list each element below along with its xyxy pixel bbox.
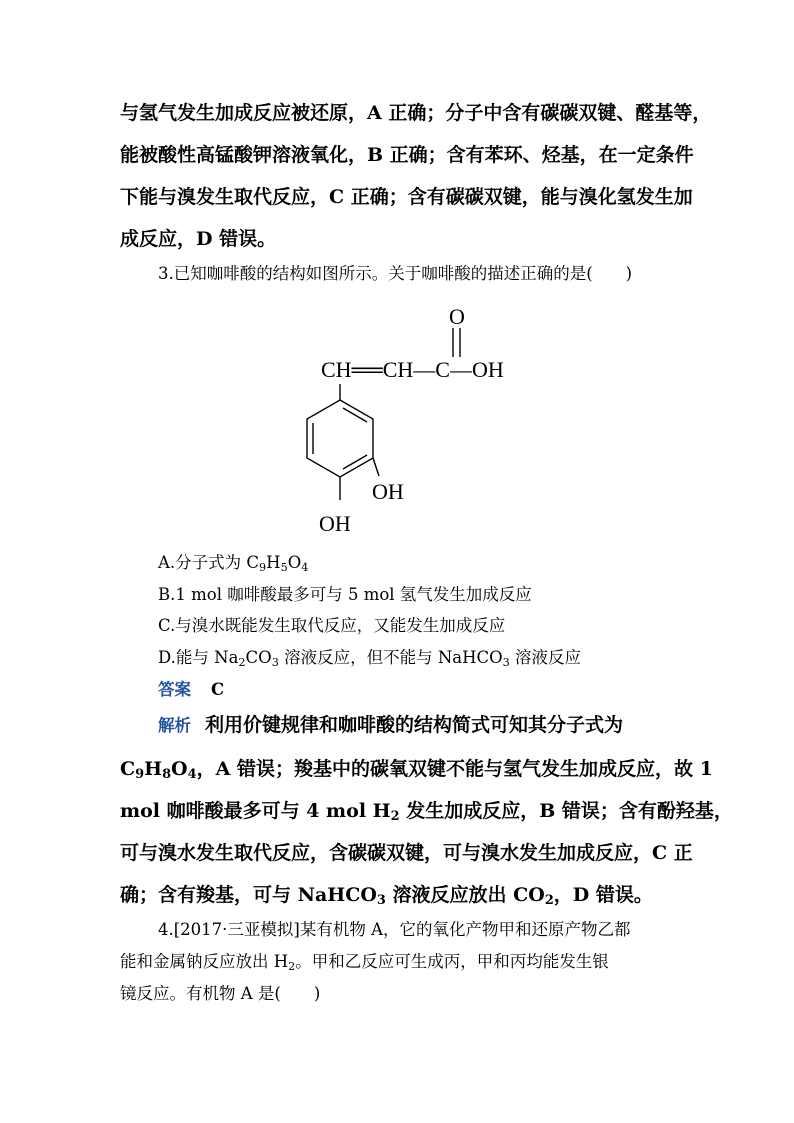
hydroxyl-para: OH — [319, 511, 351, 536]
side-chain: CH══CH—C—OH — [321, 357, 504, 382]
answer-label: 答案 — [158, 680, 191, 699]
option-b: B.1 mol 咖啡酸最多可与 5 mol 氢气发生加成反应 — [158, 585, 532, 604]
carbonyl-oxygen: O — [449, 304, 465, 329]
question-4-line-1: 4.[2017·三亚模拟]某有机物 A，它的氧化产物甲和还原产物乙都 — [158, 920, 631, 939]
caffeic-acid-structure — [0, 296, 794, 556]
analysis-line-5: 确；含有羧基，可与 NaHCO$_3$ 溶液反应放出 $CO_2$，D 错误。 — [120, 884, 653, 909]
answer-value: C — [211, 680, 225, 699]
prev-explanation-line-3: 下能与溴发生取代反应，C 正确；含有碳碳双键，能与溴化氢发生加 — [120, 186, 693, 208]
option-d: D.能与 $Na_2CO_3$ 溶液反应，但不能与 NaHCO$_3$ 溶液反应 — [158, 648, 582, 669]
analysis-line-1: 解析 利用价键规律和咖啡酸的结构简式可知其分子式为 — [158, 714, 624, 736]
prev-explanation-line-4: 成反应，D 错误。 — [120, 228, 277, 250]
analysis-label: 解析 — [158, 716, 191, 735]
option-a: A.分子式为 $C_9H_5O_4$ — [158, 553, 309, 574]
hydroxyl-meta: OH — [372, 479, 404, 504]
question-4-line-3: 镜反应。有机物 A 是( ) — [120, 984, 321, 1003]
question-3-stem: 3.已知咖啡酸的结构如图所示。关于咖啡酸的描述正确的是( ) — [158, 264, 633, 283]
prev-explanation-line-2: 能被酸性高锰酸钾溶液氧化，B 正确；含有苯环、烃基，在一定条件 — [120, 144, 694, 166]
analysis-line-4: 可与溴水发生取代反应，含碳碳双键，可与溴水发生加成反应，C 正 — [120, 842, 693, 864]
prev-explanation-line-1: 与氢气发生加成反应被还原，A 正确；分子中含有碳碳双键、醛基等， — [120, 102, 712, 124]
analysis-line-3: mol 咖啡酸最多可与 4 mol $H_2$ 发生加成反应，B 错误；含有酚羟基， — [120, 800, 733, 825]
answer-line — [158, 682, 224, 699]
option-c: C.与溴水既能发生取代反应，又能发生加成反应 — [158, 616, 506, 635]
analysis-line-2: $C_9H_8O_4$，A 错误；羧基中的碳氧双键不能与氢气发生加成反应，故 1 — [120, 758, 713, 783]
question-4-line-2: 能和金属钠反应放出 $H_2$。甲和乙反应可生成丙，甲和丙均能发生银 — [120, 952, 609, 973]
